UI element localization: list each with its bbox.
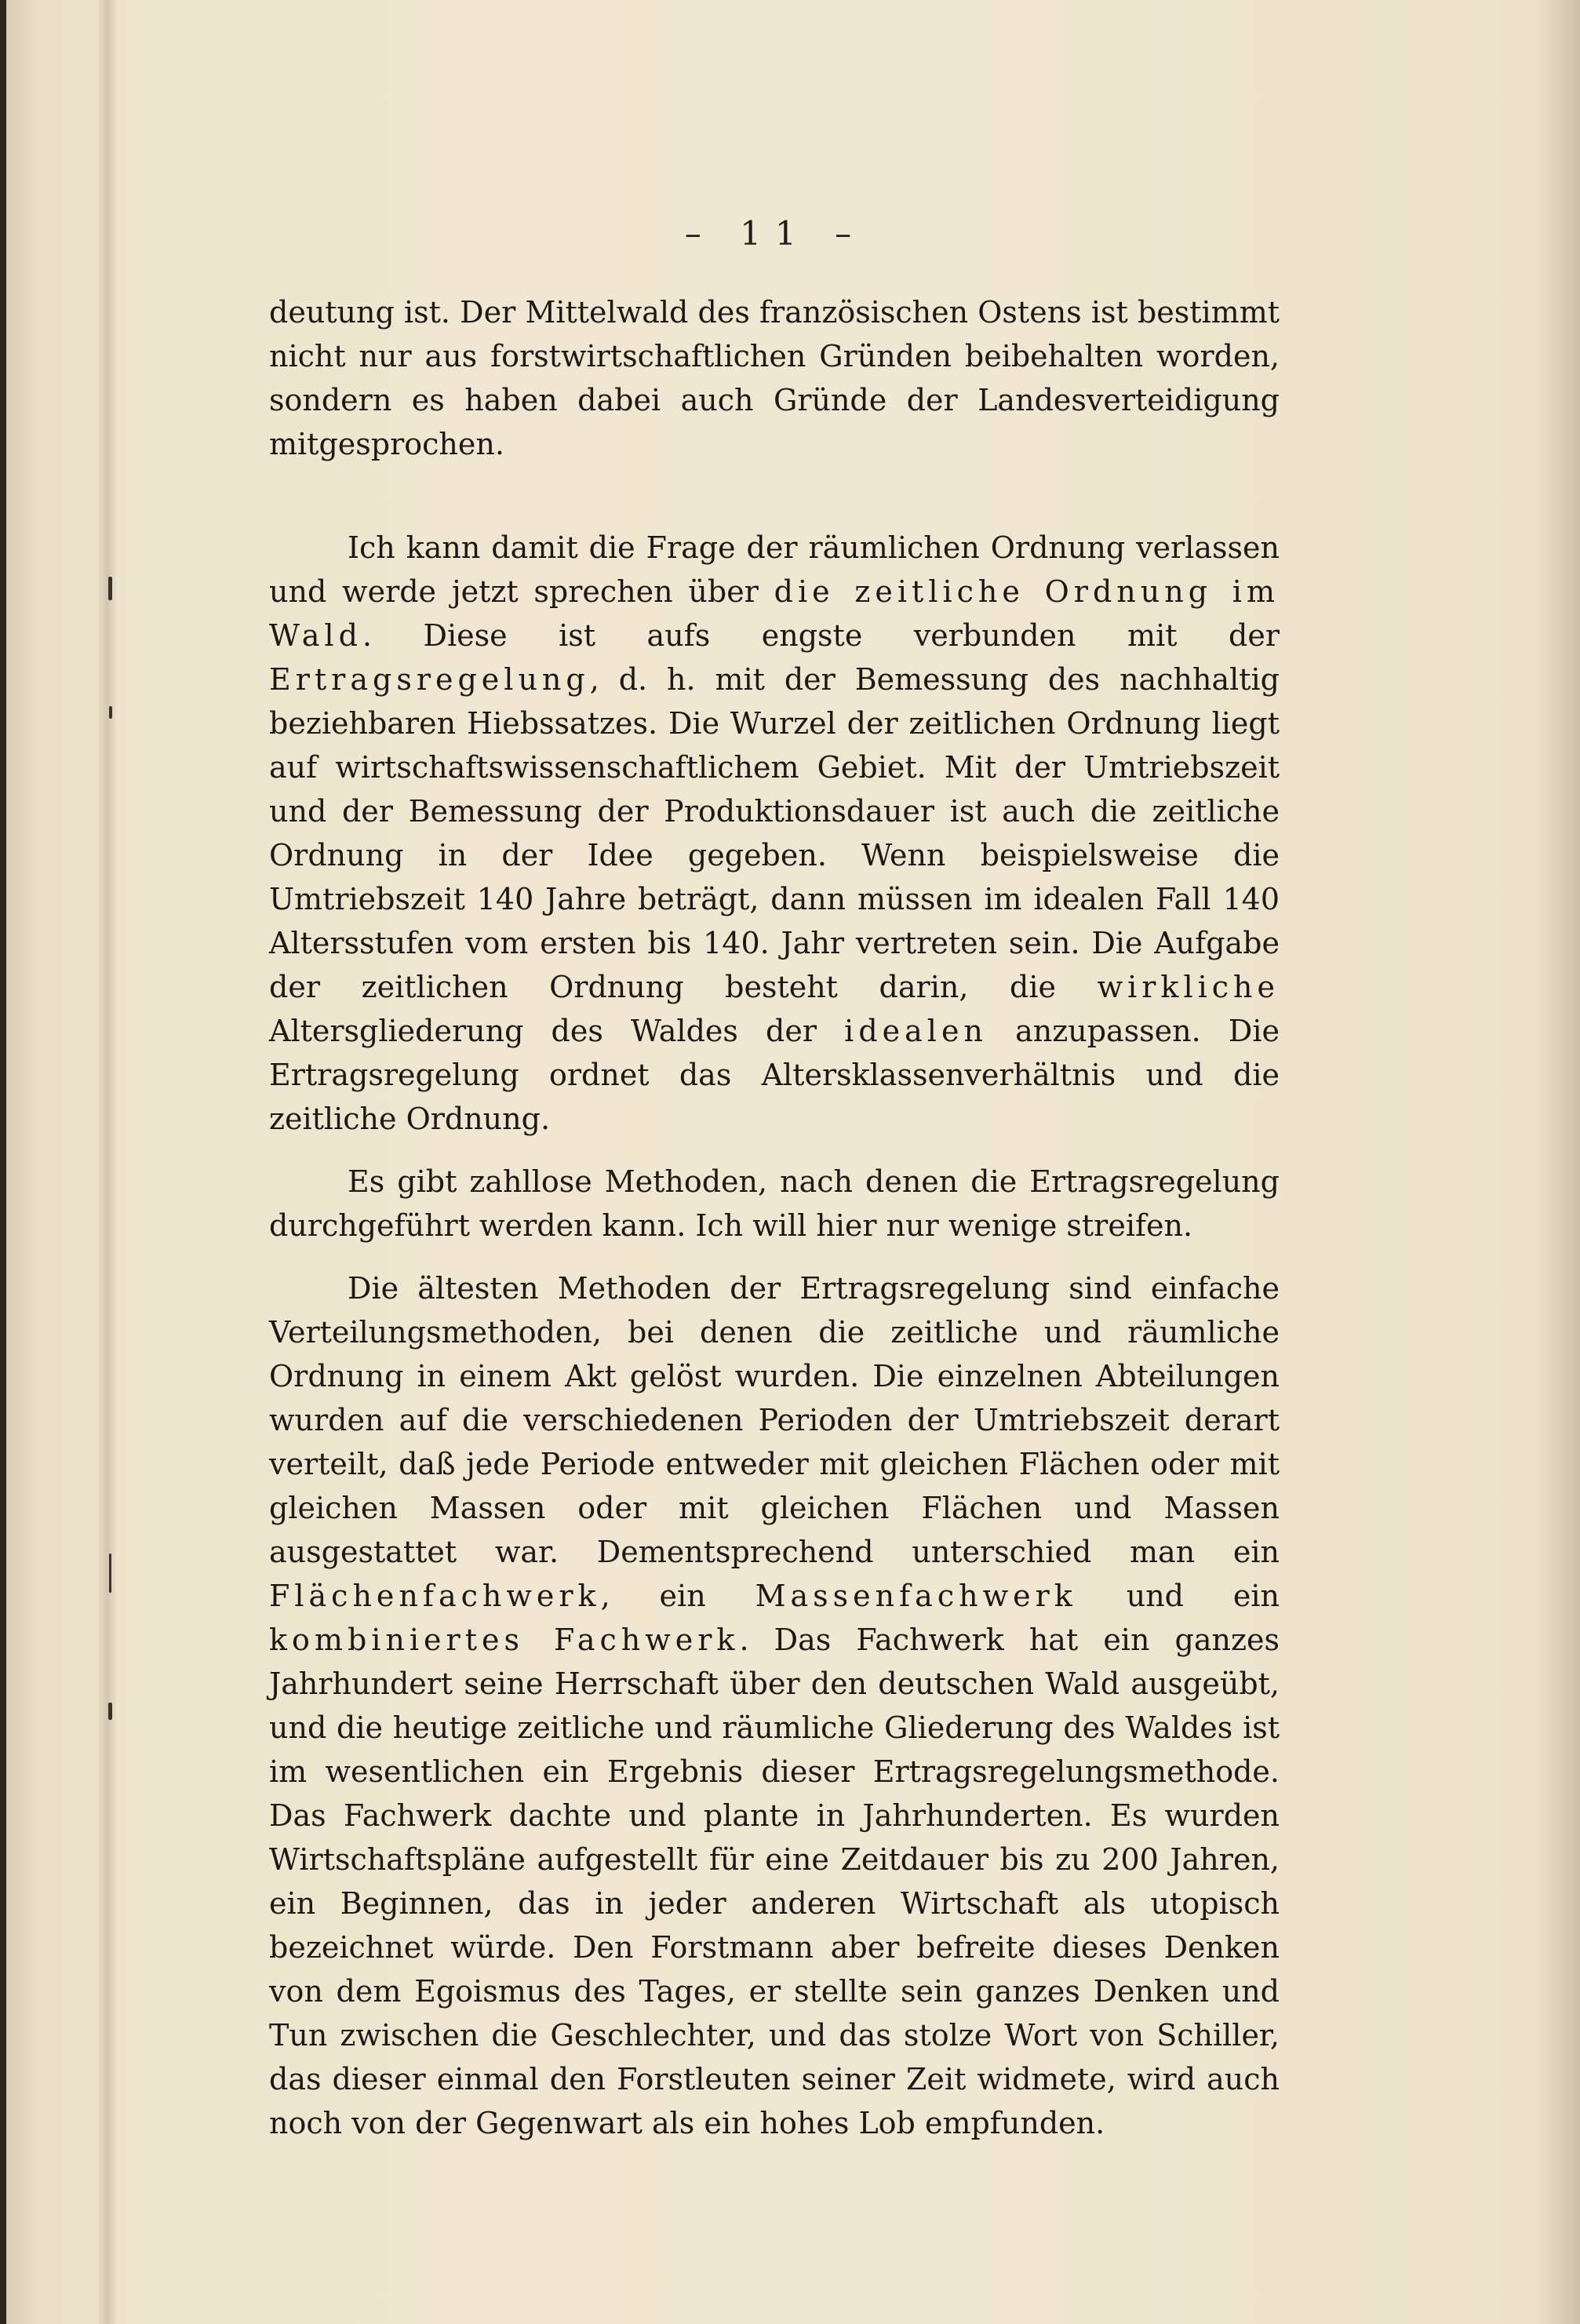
page-edge-shadow (1534, 0, 1580, 2324)
text-run: . Diese ist aufs engste verbunden mit der (362, 618, 1280, 653)
emphasized-text: idealen (844, 1014, 988, 1048)
page-gutter-crease (99, 0, 116, 2324)
emphasized-text: Ertragsregelung (269, 662, 590, 697)
paragraph (269, 526, 1280, 1141)
body-text (269, 290, 1280, 2145)
page-number: – 11 – (684, 214, 866, 253)
emphasized-text: wirkliche (1097, 970, 1280, 1004)
text-run: , d. h. mit der Bemessung des nachhaltig beziehbaren Hiebssatzes. Die Wurzel der zeitlichen Ordnung liegt auf wirtschaftswissenschaftlichem Gebiet. Mit der Umtriebszeit und der Bemessung der Produktionsdauer ist auch die zeitliche Ordnung in der Idee gegeben. Wenn beispielsweise die Umtriebszeit 140 Jahre beträgt, dann müssen im idealen Fall 140 Altersstufen vom ersten bis 140. Jahr vertreten sein. Die Aufgabe der zeitlichen Ordnung besteht darin, die (269, 662, 1280, 1004)
text-run: Die ältesten Methoden der Ertragsregelung sind einfache Verteilungsmethoden, bei denen die zeitliche und räumliche Ordnung in einem Akt gelöst wurden. Die einzelnen Abteilungen wurden auf die verschiedenen Perioden der Umtriebszeit derart verteilt, daß jede Periode entweder mit gleichen Flächen oder mit gleichen Massen oder mit gleichen Flächen und Massen ausgestattet war. Dementsprechend unterschied man ein (269, 1271, 1280, 1569)
margin-mark (108, 1703, 112, 1720)
emphasized-text: die zeitliche Ordnung im Wald (269, 574, 1280, 653)
text-run: anzupassen. Die Ertragsregelung ordnet das Altersklassenverhältnis und die zeitliche Ordnung. (269, 1014, 1280, 1136)
margin-mark (108, 577, 112, 600)
text-run: Altersgliederung des Waldes der (269, 1014, 845, 1048)
emphasized-text: Flächenfachwerk (269, 1579, 601, 1613)
text-run: Es gibt zahllose Methoden, nach denen die Ertragsregelung durchgeführt werden kann. Ich will hier nur wenige streifen. (269, 1164, 1280, 1243)
paragraph (269, 1160, 1280, 1248)
text-run: Ich kann damit die Frage der räumlichen Ordnung verlassen und werde jetzt sprechen über (269, 530, 1280, 609)
emphasized-text: kombiniertes Fachwerk (269, 1623, 740, 1657)
emphasized-text: Massenfachwerk (755, 1579, 1077, 1613)
margin-mark (109, 706, 112, 719)
margin-mark (109, 1554, 111, 1593)
paragraph (269, 1266, 1280, 2145)
text-run: , ein (600, 1579, 755, 1613)
text-run: und ein (1076, 1579, 1280, 1613)
book-page (6, 0, 1580, 2324)
paragraph (269, 290, 1280, 466)
text-run: deutung ist. Der Mittelwald des französischen Ostens ist bestimmt nicht nur aus forstwirtschaftlichen Gründen beibehalten worden, sondern es haben dabei auch Gründe der Landesverteidigung mitgesprochen. (269, 295, 1280, 461)
text-run: . Das Fachwerk hat ein ganzes Jahrhundert seine Herrschaft über den deutschen Wald ausgeübt, und die heutige zeitliche und räumliche Gliederung des Waldes ist im wesentlichen ein Ergebnis dieser Ertragsregelungsmethode. Das Fachwerk dachte und plante in Jahrhunderten. Es wurden Wirtschaftspläne aufgestellt für eine Zeitdauer bis zu 200 Jahren, ein Beginnen, das in jeder anderen Wirtschaft als utopisch bezeichnet würde. Den Forstmann aber befreite dieses Denken von dem Egoismus des Tages, er stellte sein ganzes Denken und Tun zwischen die Geschlechter, und das stolze Wort von Schiller, das dieser einmal den Forstleuten seiner Zeit widmete, wird auch noch von der Gegenwart als ein hohes Lob empfunden. (269, 1623, 1280, 2140)
